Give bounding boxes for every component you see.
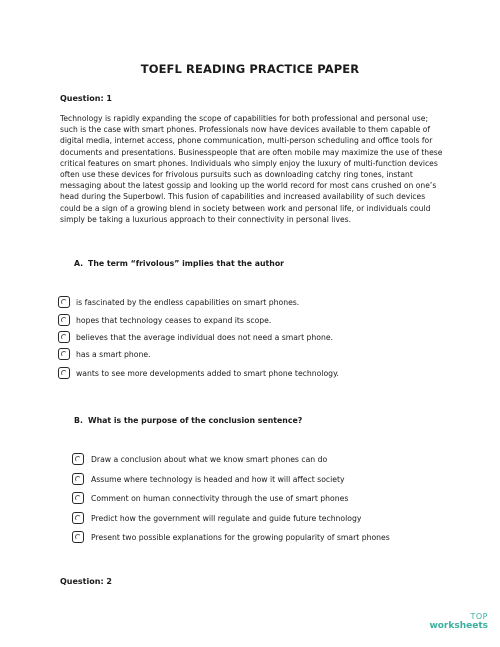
logo-line-worksheets: worksheets [429, 621, 488, 631]
checkbox-icon[interactable] [72, 531, 84, 543]
part-b-option-2[interactable] [72, 472, 345, 486]
part-b-option-3[interactable] [72, 491, 348, 505]
checkbox-icon[interactable] [72, 453, 84, 465]
checkbox-icon[interactable] [72, 492, 84, 504]
part-b-option-5[interactable] [72, 530, 390, 544]
part-b-letter: B. [74, 416, 83, 425]
part-a-option-5[interactable] [58, 366, 339, 380]
part-a-option-2[interactable] [58, 313, 271, 327]
option-label: believes that the average individual does not need a smart phone. [76, 332, 334, 342]
part-a-option-1[interactable] [58, 295, 299, 309]
topworksheets-logo [429, 612, 488, 631]
part-b-option-4[interactable] [72, 511, 361, 525]
option-label: is fascinated by the endless capabilities on smart phones. [76, 297, 300, 307]
part-a-prompt [74, 259, 284, 268]
option-label: Assume where technology is headed and how it will affect society [91, 474, 345, 484]
question-2-heading: Question: 2 [60, 577, 112, 586]
checkbox-icon[interactable] [58, 348, 70, 360]
option-label: wants to see more developments added to smart phone technology. [76, 368, 339, 378]
checkbox-icon[interactable] [58, 296, 70, 308]
logo-line-top: TOP [470, 612, 488, 621]
checkbox-icon[interactable] [58, 314, 70, 326]
checkbox-icon[interactable] [72, 512, 84, 524]
part-a-option-4[interactable] [58, 347, 151, 361]
option-label: Present two possible explanations for the growing popularity of smart phones [91, 532, 390, 542]
option-label: Predict how the government will regulate and guide future technology [91, 513, 362, 523]
part-a-prompt-text: The term “frivolous” implies that the author [88, 259, 285, 268]
part-b-option-1[interactable] [72, 452, 327, 466]
question-1-heading: Question: 1 [60, 94, 112, 103]
checkbox-icon[interactable] [58, 367, 70, 379]
part-b-prompt-text: What is the purpose of the conclusion sentence? [88, 416, 303, 425]
checkbox-icon[interactable] [58, 331, 70, 343]
part-b-prompt [74, 416, 302, 425]
part-a-letter: A. [74, 259, 84, 268]
part-a-option-3[interactable] [58, 330, 333, 344]
option-label: has a smart phone. [76, 349, 151, 359]
option-label: hopes that technology ceases to expand its scope. [76, 315, 272, 325]
option-label: Comment on human connectivity through the use of smart phones [91, 493, 349, 503]
page-title: TOEFL READING PRACTICE PAPER [140, 62, 360, 76]
option-label: Draw a conclusion about what we know smart phones can do [91, 454, 328, 464]
checkbox-icon[interactable] [72, 473, 84, 485]
reading-passage: Technology is rapidly expanding the scope of capabilities for both professional and personal use; such is the case with smart phones. Professionals now have devices available to them capable of digital media, internet access, phone communication, multi-person scheduling and office tools for documents and presentations. Businesspeople that are often mobile may maximize the use of these critical features on smart phones. Individuals who simply enjoy the luxury of multi-function devices often use these devices for frivolous pursuits such as downloading catchy ring tones, instant messaging about the latest gossip and looking up the world record for most cans crushed on one’s head during the Superbowl. This fusion of capabilities and increased availability of such devices could be a sign of a growing blend in society between work and personal life, or individuals could simply be taking a luxurious approach to their connectivity in personal lives. [60, 114, 443, 224]
